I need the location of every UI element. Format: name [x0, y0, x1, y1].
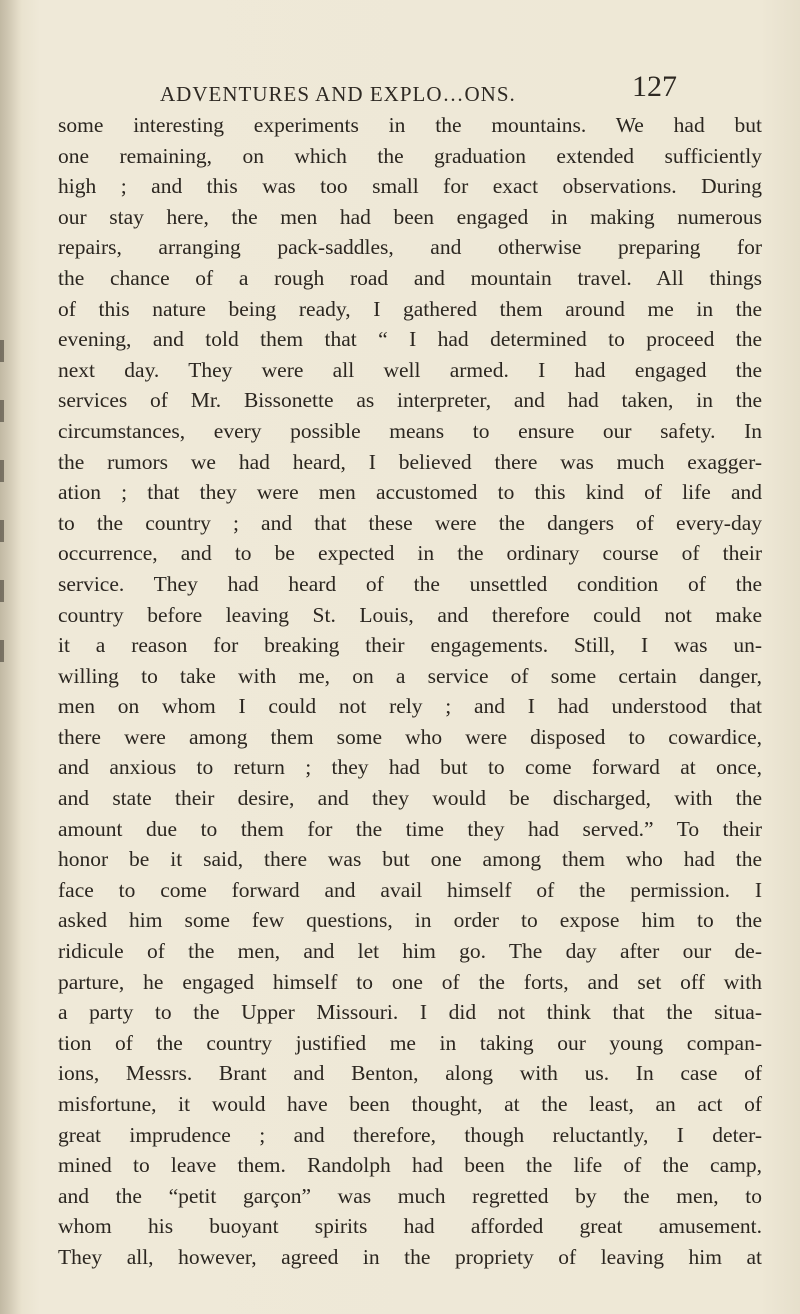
- text-line: it a reason for breaking their engagements. Still, I was un-: [58, 633, 762, 658]
- text-line: great imprudence ; and therefore, though reluctantly, I deter-: [58, 1122, 762, 1147]
- text-line: the rumors we had heard, I believed there was much exagger-: [58, 449, 762, 474]
- body-text: [58, 110, 762, 1273]
- text-line: ridicule of the men, and let him go. The day after our de-: [58, 939, 762, 964]
- text-line: next day. They were all well armed. I had engaged the: [58, 357, 762, 382]
- text-line: honor be it said, there was but one among them who had the: [58, 847, 762, 872]
- text-line: to the country ; and that these were the dangers of every-day: [58, 510, 762, 535]
- margin-mark: [0, 580, 4, 602]
- margin-mark: [0, 400, 4, 422]
- text-line: of this nature being ready, I gathered them around me in the: [58, 296, 762, 321]
- running-head: ADVENTURES AND EXPLO…ONS.: [160, 82, 516, 106]
- text-line: ation ; that they were men accustomed to this kind of life and: [58, 480, 762, 505]
- text-line: asked him some few questions, in order to expose him to the: [58, 908, 762, 933]
- text-line: willing to take with me, on a service of some certain danger,: [58, 663, 762, 688]
- margin-mark: [0, 340, 4, 362]
- text-line: and state their desire, and they would be discharged, with the: [58, 786, 762, 811]
- text-line: and the “petit garçon” was much regretted by the men, to: [58, 1183, 762, 1208]
- text-line: country before leaving St. Louis, and therefore could not make: [58, 602, 762, 627]
- text-line: ions, Messrs. Brant and Benton, along with us. In case of: [58, 1061, 762, 1086]
- text-line: mined to leave them. Randolph had been the life of the camp,: [58, 1153, 762, 1178]
- margin-mark: [0, 520, 4, 542]
- text-line: the chance of a rough road and mountain travel. All things: [58, 265, 762, 290]
- text-line: men on whom I could not rely ; and I had understood that: [58, 694, 762, 719]
- text-line: repairs, arranging pack-saddles, and otherwise preparing for: [58, 235, 762, 260]
- text-line: face to come forward and avail himself of the permission. I: [58, 877, 762, 902]
- text-line: some interesting experiments in the mountains. We had but: [58, 113, 762, 137]
- text-line: a party to the Upper Missouri. I did not think that the situa-: [58, 1000, 762, 1025]
- text-line: whom his buoyant spirits had afforded great amusement.: [58, 1214, 762, 1239]
- text-line: our stay here, the men had been engaged in making numerous: [58, 204, 762, 229]
- text-line: service. They had heard of the unsettled condition of the: [58, 571, 762, 596]
- page-number: 127: [632, 70, 677, 103]
- text-line: services of Mr. Bissonette as interpreter, and had taken, in the: [58, 388, 762, 413]
- text-line: parture, he engaged himself to one of the forts, and set off with: [58, 969, 762, 994]
- text-line: and anxious to return ; they had but to come forward at once,: [58, 755, 762, 780]
- text-line: tion of the country justified me in taking our young compan-: [58, 1030, 762, 1055]
- text-line: misfortune, it would have been thought, at the least, an act of: [58, 1092, 762, 1116]
- margin-mark: [0, 640, 4, 662]
- text-line: evening, and told them that “ I had determined to proceed the: [58, 327, 762, 352]
- text-line: there were among them some who were disposed to cowardice,: [58, 724, 762, 749]
- margin-mark: [0, 460, 4, 482]
- text-line: one remaining, on which the graduation extended sufficiently: [58, 143, 762, 168]
- text-line: They all, however, agreed in the propriety of leaving him at: [58, 1244, 762, 1269]
- text-line: high ; and this was too small for exact observations. During: [58, 174, 762, 199]
- text-line: amount due to them for the time they had served.” To their: [58, 816, 762, 841]
- text-line: occurrence, and to be expected in the ordinary course of their: [58, 541, 762, 566]
- text-line: circumstances, every possible means to ensure our safety. In: [58, 418, 762, 443]
